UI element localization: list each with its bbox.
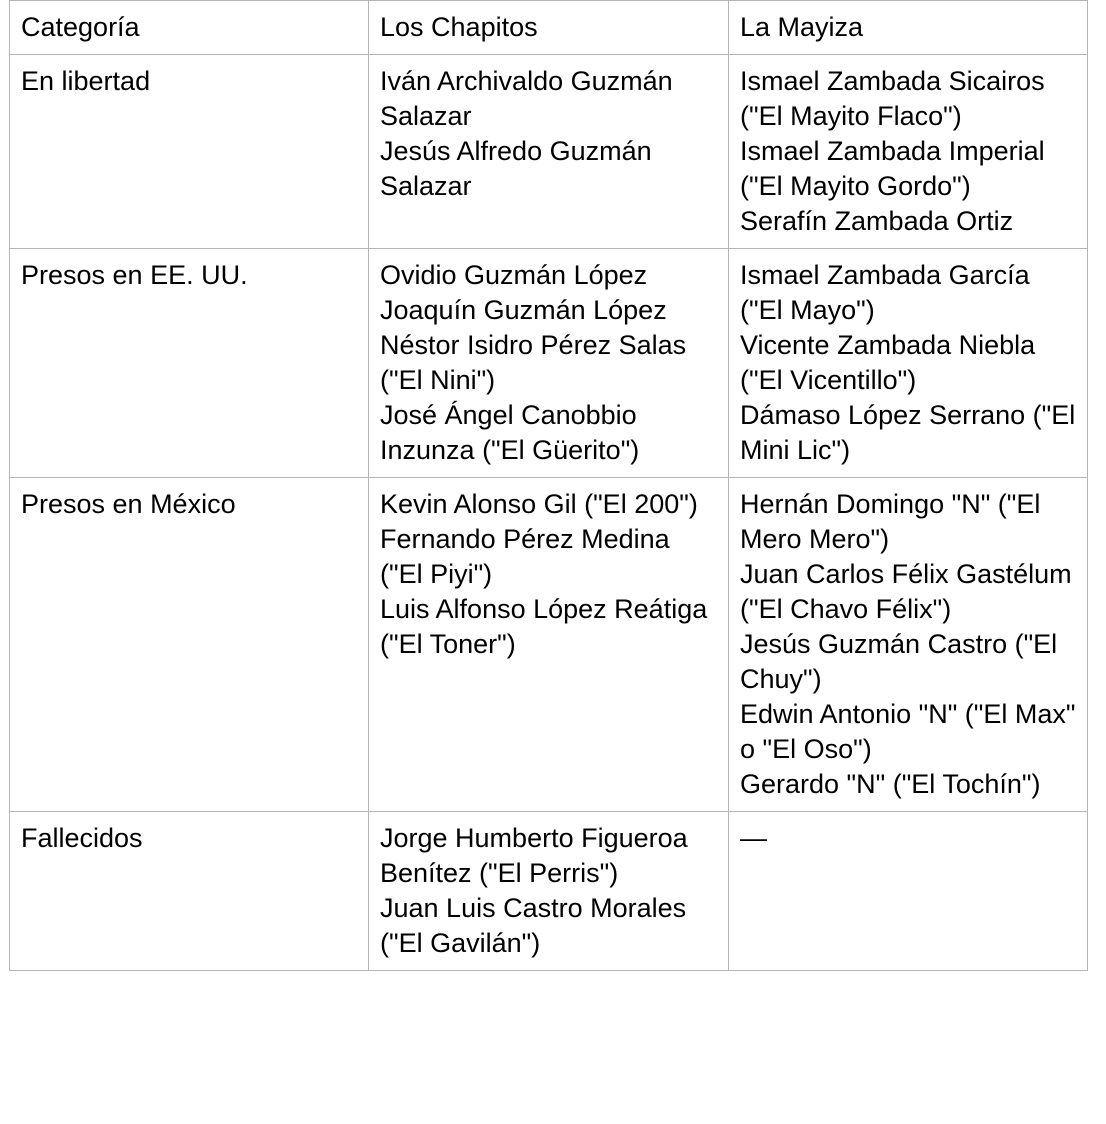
member-name: Jesús Alfredo Guzmán Salazar [380, 136, 652, 201]
mayiza-cell [729, 55, 1088, 249]
chapitos-cell [369, 55, 729, 249]
member-name: Ovidio Guzmán López [380, 260, 648, 290]
header-row [10, 1, 1088, 55]
member-name: José Ángel Canobbio Inzunza ("El Güerito") [380, 400, 640, 465]
category-cell: Presos en EE. UU. [10, 249, 369, 478]
table-row [10, 55, 1088, 249]
member-name: Fernando Pérez Medina ("El Piyi") [380, 524, 670, 589]
member-name: Jesús Guzmán Castro ("El Chuy") [740, 629, 1058, 694]
member-name: Edwin Antonio "N" ("El Max" o "El Oso") [740, 699, 1076, 764]
member-name: Luis Alfonso López Reátiga ("El Toner") [380, 594, 708, 659]
cartel-members-table [9, 0, 1088, 971]
header-cell-mayiza: La Mayiza [729, 1, 1088, 55]
member-name: Jorge Humberto Figueroa Benítez ("El Perris") [380, 823, 688, 888]
member-name: Ismael Zambada Imperial ("El Mayito Gordo") [740, 136, 1045, 201]
member-name: Juan Carlos Félix Gastélum ("El Chavo Félix") [740, 559, 1072, 624]
category-cell: Presos en México [10, 478, 369, 812]
mayiza-cell [729, 249, 1088, 478]
empty-dash: — [740, 823, 767, 853]
member-name: Ismael Zambada Sicairos ("El Mayito Flaco") [740, 66, 1045, 131]
member-name: Juan Luis Castro Morales ("El Gavilán") [380, 893, 687, 958]
mayiza-cell [729, 478, 1088, 812]
member-name: Ismael Zambada García ("El Mayo") [740, 260, 1030, 325]
member-name: Hernán Domingo "N" ("El Mero Mero") [740, 489, 1041, 554]
member-name: Néstor Isidro Pérez Salas ("El Nini") [380, 330, 687, 395]
chapitos-cell [369, 812, 729, 971]
member-name: Dámaso López Serrano ("El Mini Lic") [740, 400, 1076, 465]
mayiza-cell [729, 812, 1088, 971]
category-cell: En libertad [10, 55, 369, 249]
table-row [10, 812, 1088, 971]
member-name: Serafín Zambada Ortiz [740, 206, 1014, 236]
member-name: Joaquín Guzmán López [380, 295, 667, 325]
header-cell-category: Categoría [10, 1, 369, 55]
table-row [10, 478, 1088, 812]
chapitos-cell [369, 249, 729, 478]
table-row [10, 249, 1088, 478]
member-name: Iván Archivaldo Guzmán Salazar [380, 66, 673, 131]
member-name: Gerardo "N" ("El Tochín") [740, 769, 1041, 799]
member-name: Vicente Zambada Niebla ("El Vicentillo") [740, 330, 1036, 395]
category-cell: Fallecidos [10, 812, 369, 971]
chapitos-cell [369, 478, 729, 812]
header-cell-chapitos: Los Chapitos [369, 1, 729, 55]
member-name: Kevin Alonso Gil ("El 200") [380, 489, 698, 519]
